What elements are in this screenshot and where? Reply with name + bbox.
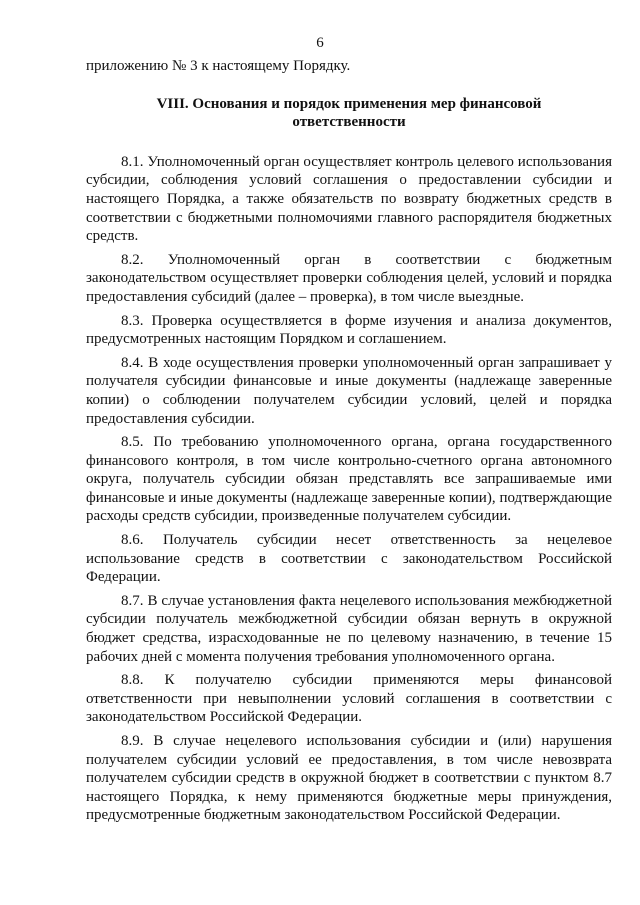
document-body <box>86 57 612 830</box>
paragraph-8-6: 8.6. Получатель субсидии несет ответственность за нецелевое использование средств в соответствии с законодательством Российской Федерации. <box>86 532 612 586</box>
paragraph-8-1: 8.1. Уполномоченный орган осуществляет контроль целевого использования субсидии, соблюдения условий соглашения о предоставлении субсидии и настоящего Порядка, а также обязательств по возврату бюджетных средств в соответствии с бюджетными полномочиями главного распорядителя бюджетных средств. <box>86 153 612 245</box>
paragraph-8-8: 8.8. К получателю субсидии применяются меры финансовой ответственности при невыполнении условий соглашения в соответствии с законодательством Российской Федерации. <box>86 672 612 726</box>
paragraph-8-7: 8.7. В случае установления факта нецелевого использования межбюджетной субсидии получатель межбюджетной субсидии обязан вернуть в окружной бюджет средства, израсходованные не по целевому назначению, в течение 15 рабочих дней с момента получения требования уполномоченного органа. <box>86 592 612 665</box>
paragraph-8-2: 8.2. Уполномоченный орган в соответствии с бюджетным законодательством осуществляет проверки соблюдения целей, условий и порядка предоставления субсидий (далее – проверка), в том числе выездные. <box>86 251 612 305</box>
page-number: 6 <box>316 35 324 51</box>
paragraph-8-9: 8.9. В случае нецелевого использования субсидии и (или) нарушения получателем субсидии условий ее предоставления, в том числе невозврата получателем субсидии средств в окружной бюджет в соответствии с пунктом 8.7 настоящего Порядка, к нему применяются бюджетные меры принуждения, предусмотренные бюджетным законодательством Российской Федерации. <box>86 733 612 824</box>
paragraph-8-5: 8.5. По требованию уполномоченного органа, органа государственного финансового контроля, в том числе контрольно-счетного органа автономного округа, получатель субсидии обязан представлять все запрашиваемые ими финансовые и иные документы (надлежаще заверенные копии), подтверждающие расходы средств субсидии, произведенные получателем субсидии. <box>86 434 612 525</box>
continuation-text: приложению № 3 к настоящему Порядку. <box>86 58 351 74</box>
section-title: VIII. Основания и порядок применения мер финансовой ответственности <box>156 95 542 131</box>
paragraph-8-3: 8.3. Проверка осуществляется в форме изучения и анализа документов, предусмотренных настоящим Порядком и соглашением. <box>86 312 612 348</box>
paragraph-8-4: 8.4. В ходе осуществления проверки уполномоченный орган запрашивает у получателя субсидии финансовые и иные документы (надлежаще заверенные копии) о соблюдении получателем субсидии условий, целей и порядка предоставления субсидии. <box>86 354 612 427</box>
